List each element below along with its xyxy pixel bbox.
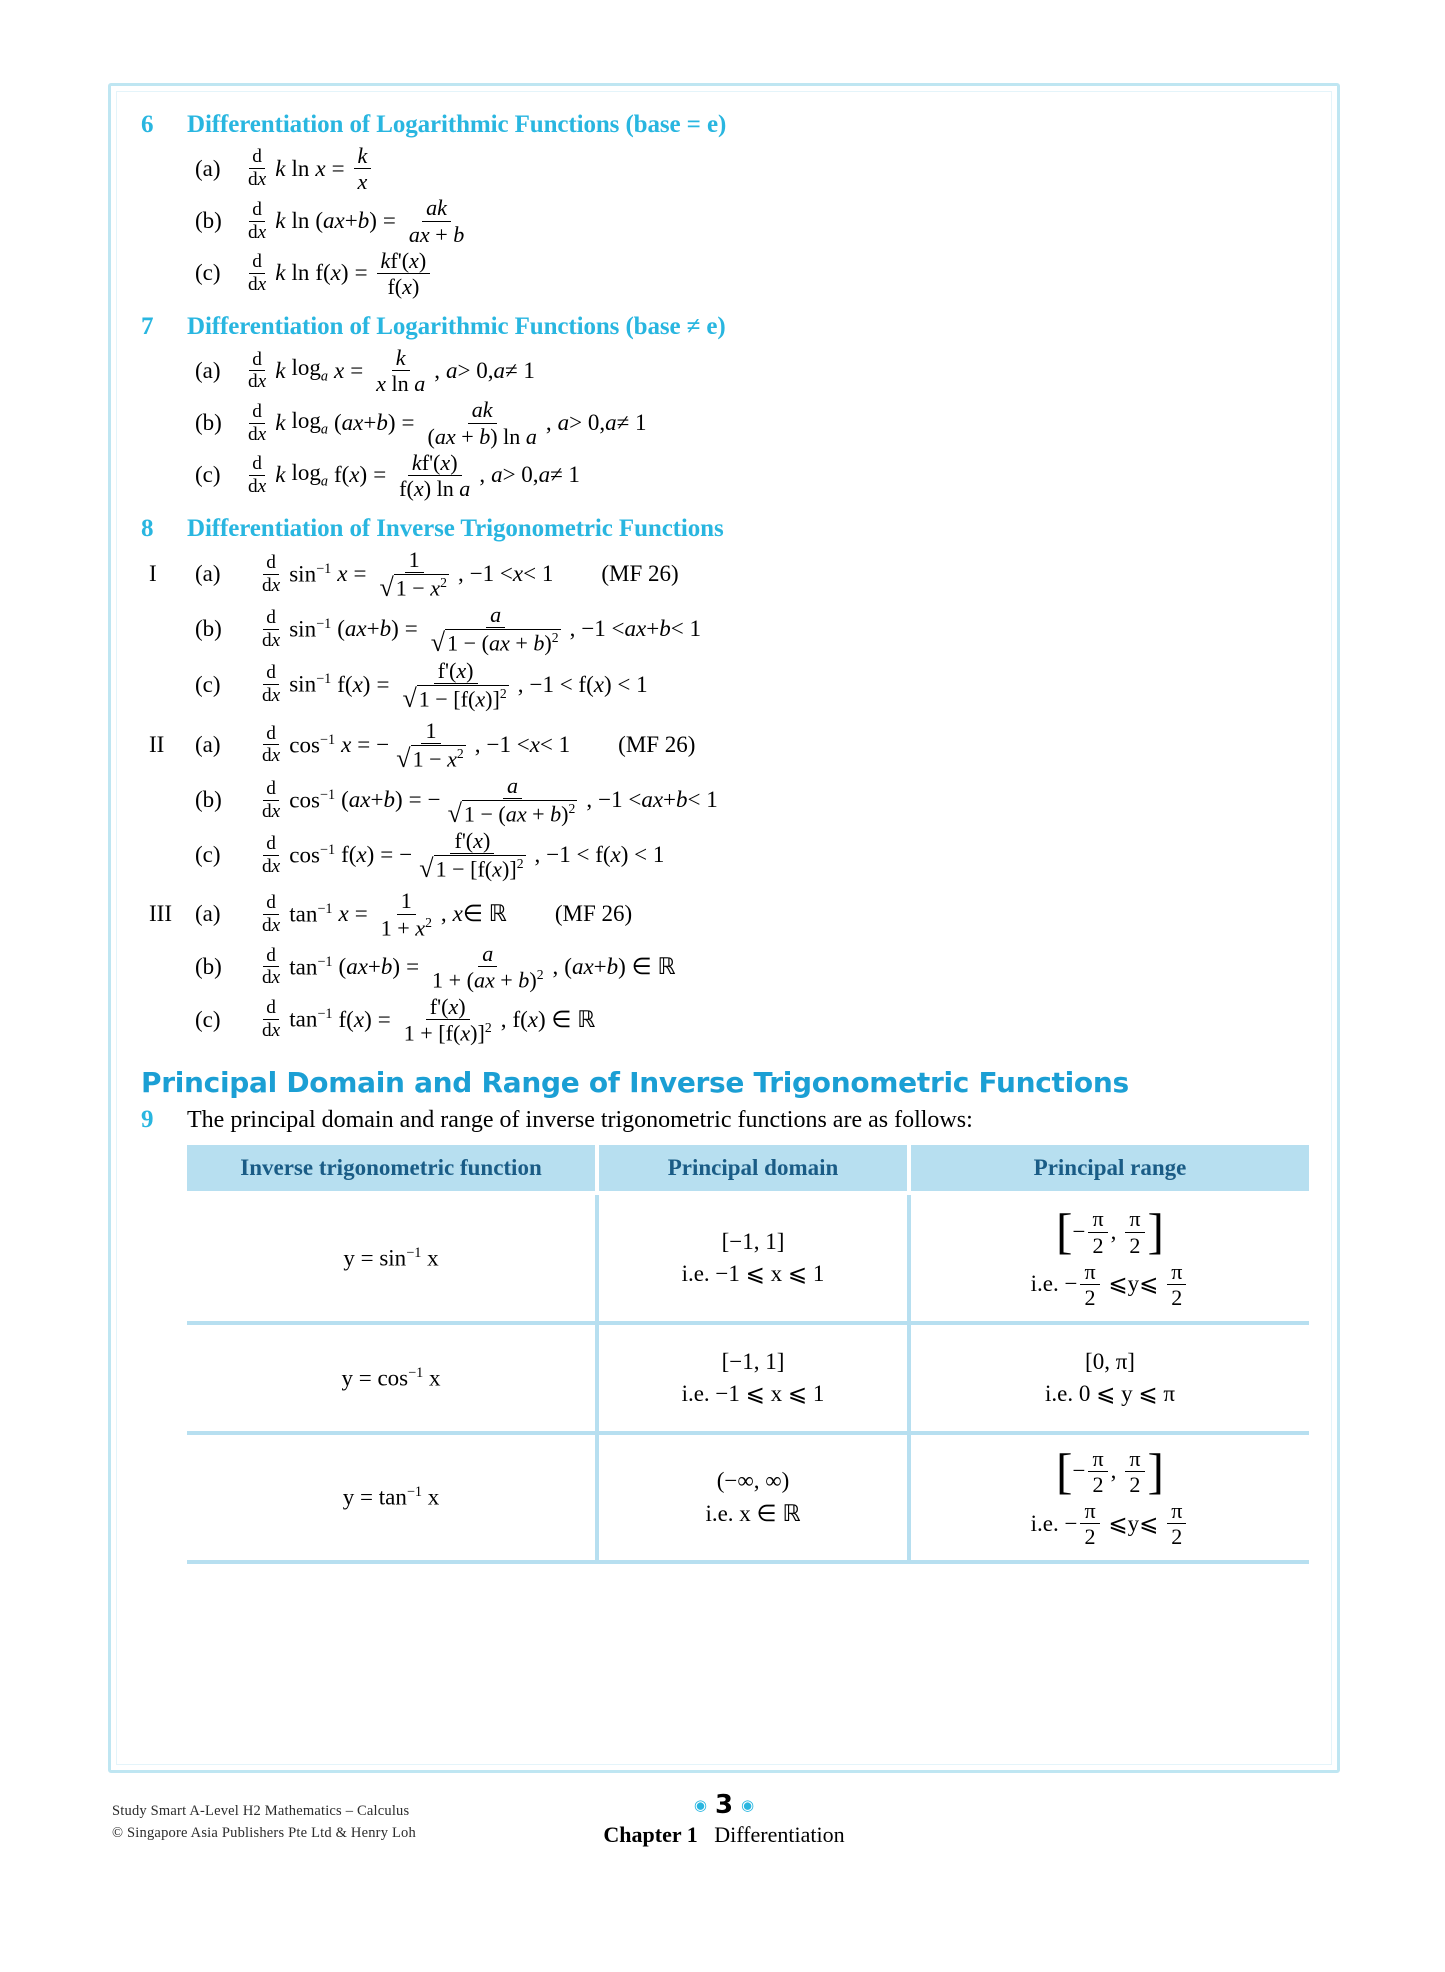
formula-row-8-I-b <box>141 602 1307 658</box>
formula-row-6b <box>141 196 1307 245</box>
section-title-7: Differentiation of Logarithmic Functions (base ≠ e) <box>187 313 726 341</box>
domain-ie-tan: i.e. x ∈ ℝ <box>705 1500 801 1526</box>
formula-label-7c: (c) <box>195 462 221 488</box>
range-interval-sin: [ − $\frac{\pi}{2}$ , $\frac{\pi}{2}$ ] <box>1056 1204 1164 1260</box>
domain-interval-sin: [−1, 1] <box>721 1229 785 1254</box>
formula-6b: $\frac{d}{dx}$ k ln ( ax + b ) = $\frac{ak}{ax + b}$ <box>248 195 465 247</box>
formula-label-7b: (b) <box>195 410 222 436</box>
footer-center <box>108 1790 1340 1848</box>
inverse-trig-table <box>187 1145 1309 1564</box>
section-title-6: Differentiation of Logarithmic Functions (base = e) <box>187 111 727 138</box>
cell-function-tan: $y = \tan^{-1} x$ <box>187 1435 599 1564</box>
formula-6c: $\frac{d}{dx}$ k ln f(x) = $\frac{kf'(x)}{f(x)}$ <box>245 249 433 298</box>
formula-label-6b: (b) <box>195 208 222 234</box>
diamond-right-icon: ◉ <box>741 1796 755 1814</box>
formula-7b: $\frac{d}{dx}$ k $\log_a$ ( ax + b ) = $\frac{ak}{\text{(ax + b) ln a}}$ , a > 0, a ≠ 1 <box>248 397 647 449</box>
range-ie-cos: i.e. 0 ⩽ y ⩽ π <box>1044 1380 1175 1406</box>
footer-band-cell <box>223 1886 227 1908</box>
formula-label-8IIc: (c) <box>195 842 221 868</box>
formula-label-8IIIc: (c) <box>195 1006 221 1032</box>
cell-range-cos <box>911 1325 1309 1435</box>
formula-row-6a <box>141 144 1307 193</box>
formula-row-6c <box>141 249 1307 298</box>
section-heading-7 <box>141 312 1307 342</box>
principal-intro-text: The principal domain and range of inverse trigonometric functions are as follows: <box>187 1107 973 1134</box>
formula-label-8Ia: (a) <box>195 561 221 587</box>
formula-row-8-II-c <box>141 828 1307 884</box>
formula-row-7a <box>141 346 1307 395</box>
mf-ref-8Ia: (MF 26) <box>601 561 679 587</box>
formula-row-8-III-c <box>141 995 1307 1045</box>
group-roman-III: III <box>149 901 172 927</box>
formula-8Ia: $\frac{d}{dx}$ $\sin^{-1}$ x = 1 √ $1 - x^2$ , −1 < x < 1 (MF 26) <box>262 547 679 603</box>
section-number-7: 7 <box>141 313 154 341</box>
footer-chapter-title: Differentiation <box>714 1822 845 1847</box>
formula-8IIa: $\frac{d}{dx}$ $\cos^{-1}$ x = − 1 √ $1 - x^2$ , −1 < x < 1 (MF 26) <box>262 717 696 773</box>
table-row <box>187 1435 1309 1564</box>
table-footer-band <box>219 1886 1445 1908</box>
section-title-8: Differentiation of Inverse Trigonometric Functions <box>187 515 724 543</box>
formula-8IIc: $\frac{d}{dx}$ $\cos^{-1}$ f(x) = − f'(x) √ $1 - [f(x)]^2$ , −1 < f( x ) < 1 <box>262 828 665 884</box>
formula-8Ic: $\frac{d}{dx}$ $\sin^{-1}$ f(x) = f'(x) √ $1 - [f(x)]^2$ , −1 < f( x ) < 1 <box>262 657 648 713</box>
principal-intro-row <box>141 1105 1307 1135</box>
range-ie-tan: i.e. − $\frac{\pi}{2}$ ⩽ y ⩽ $\frac{\pi}{2}$ <box>915 1499 1305 1548</box>
cell-domain-sin <box>599 1195 911 1324</box>
formula-8IIIb: $\frac{d}{dx}$ $\tan^{-1}$ ( ax + b ) = $\frac{a}{1 + (ax + b)^2}$ , ( ax + b ) ∈ ℝ <box>262 941 676 993</box>
formula-8IIIc: $\frac{d}{dx}$ $\tan^{-1}$ f(x) = $\frac{f'(x)}{1 + [f(x)]^2}$ , f( x ) ∈ ℝ <box>262 993 596 1046</box>
footer-chapter-label: Chapter 1 <box>603 1822 698 1847</box>
formula-8IIb: $\frac{d}{dx}$ $\cos^{-1}$ ( ax + b ) = − a √ 1 − (ax + b)$^2$ , −1 < ax + b < 1 <box>262 772 718 829</box>
formula-7c: $\frac{d}{dx}$ k $\log_a$ f(x) = $\frac{kf'(x)}{\text{f(x) ln a}}$ , a > 0, a ≠ 1 <box>248 449 580 501</box>
formula-label-8Ib: (b) <box>195 616 222 642</box>
cell-function-sin: $y = \sin^{-1} x$ <box>187 1195 599 1324</box>
formula-row-8-III-a <box>141 889 1307 939</box>
formula-6a: $\frac{d}{dx}$ k ln x = $\frac{k}{x}$ <box>245 144 374 193</box>
page-number: 3 <box>714 1790 734 1820</box>
formula-label-8IIb: (b) <box>195 787 222 813</box>
cell-domain-tan <box>599 1435 911 1564</box>
domain-interval-cos: [−1, 1] <box>721 1348 785 1374</box>
col-header-function: Inverse trigonometric function <box>187 1145 599 1195</box>
range-interval-tan: [ − $\frac{\pi}{2}$ , $\frac{\pi}{2}$ ] <box>1056 1443 1164 1499</box>
range-ie-sin: i.e. − $\frac{\pi}{2}$ ⩽ y ⩽ $\frac{\pi}{2}$ <box>915 1260 1305 1309</box>
footer-credit-line-1: Study Smart A-Level H2 Mathematics – Calculus <box>112 1803 410 1819</box>
col-header-domain: Principal domain <box>599 1145 911 1195</box>
range-interval-cos: [0, π] <box>1085 1348 1135 1374</box>
formula-row-8-I-c <box>141 659 1307 711</box>
formula-row-7b <box>141 398 1307 447</box>
table-row <box>187 1195 1309 1324</box>
cell-range-tan <box>911 1435 1309 1564</box>
page-border <box>108 83 1340 1773</box>
section-heading-8 <box>141 514 1307 544</box>
domain-interval-tan: (−∞, ∞) <box>716 1468 790 1494</box>
formula-label-8IIIb: (b) <box>195 953 222 979</box>
principal-item-number: 9 <box>141 1106 154 1134</box>
cell-domain-cos <box>599 1325 911 1435</box>
section-number-8: 8 <box>141 515 154 543</box>
formula-label-7a: (a) <box>195 357 221 383</box>
table-header-row <box>187 1145 1309 1195</box>
formula-row-7c <box>141 451 1307 500</box>
section-number-6: 6 <box>141 111 154 138</box>
formula-label-6a: (a) <box>195 155 221 181</box>
formula-row-8-II-b <box>141 772 1307 829</box>
formula-label-6c: (c) <box>195 260 221 286</box>
page-number-group <box>694 1790 754 1820</box>
group-roman-II: II <box>149 731 165 757</box>
col-header-range: Principal range <box>911 1145 1309 1195</box>
cell-function-cos: $y = \cos^{-1} x$ <box>187 1325 599 1435</box>
footer-credit-line-2: © Singapore Asia Publishers Pte Ltd & Henry Loh <box>112 1825 416 1842</box>
page-content <box>111 86 1337 1564</box>
section-heading-6 <box>141 110 1307 140</box>
domain-ie-sin: i.e. −1 ⩽ x ⩽ 1 <box>681 1261 825 1287</box>
footer-chapter <box>108 1822 1340 1848</box>
formula-row-8-II-a <box>141 719 1307 771</box>
formula-row-8-III-b <box>141 942 1307 992</box>
formula-7a: $\frac{d}{dx}$ k $\log_a$ x = $\frac{k}{\text{x ln a}}$ , a > 0, a ≠ 1 <box>248 345 535 397</box>
formula-label-8IIa: (a) <box>195 731 221 757</box>
mf-ref-8IIIa: (MF 26) <box>554 901 633 927</box>
group-roman-I: I <box>149 561 157 587</box>
diamond-left-icon: ◉ <box>693 1796 707 1814</box>
table-row <box>187 1325 1309 1435</box>
formula-label-8Ic: (c) <box>195 671 221 697</box>
formula-label-8IIIa: (a) <box>195 901 221 927</box>
formula-8Ib: $\frac{d}{dx}$ $\sin^{-1}$ ( ax + b ) = a √ 1 − (ax + b)$^2$ , −1 < ax + b < 1 <box>262 602 701 658</box>
domain-ie-cos: i.e. −1 ⩽ x ⩽ 1 <box>681 1380 825 1406</box>
formula-8IIIa: $\frac{d}{dx}$ $\tan^{-1}$ x = $\frac{1}{1 + x^2}$ , x ∈ ℝ (MF 26) <box>262 888 633 940</box>
mf-ref-8IIa: (MF 26) <box>618 731 696 757</box>
formula-row-8-I-a <box>141 547 1307 603</box>
principal-heading: Principal Domain and Range of Inverse Trigonometric Functions <box>141 1066 1129 1100</box>
cell-range-sin <box>911 1195 1309 1324</box>
